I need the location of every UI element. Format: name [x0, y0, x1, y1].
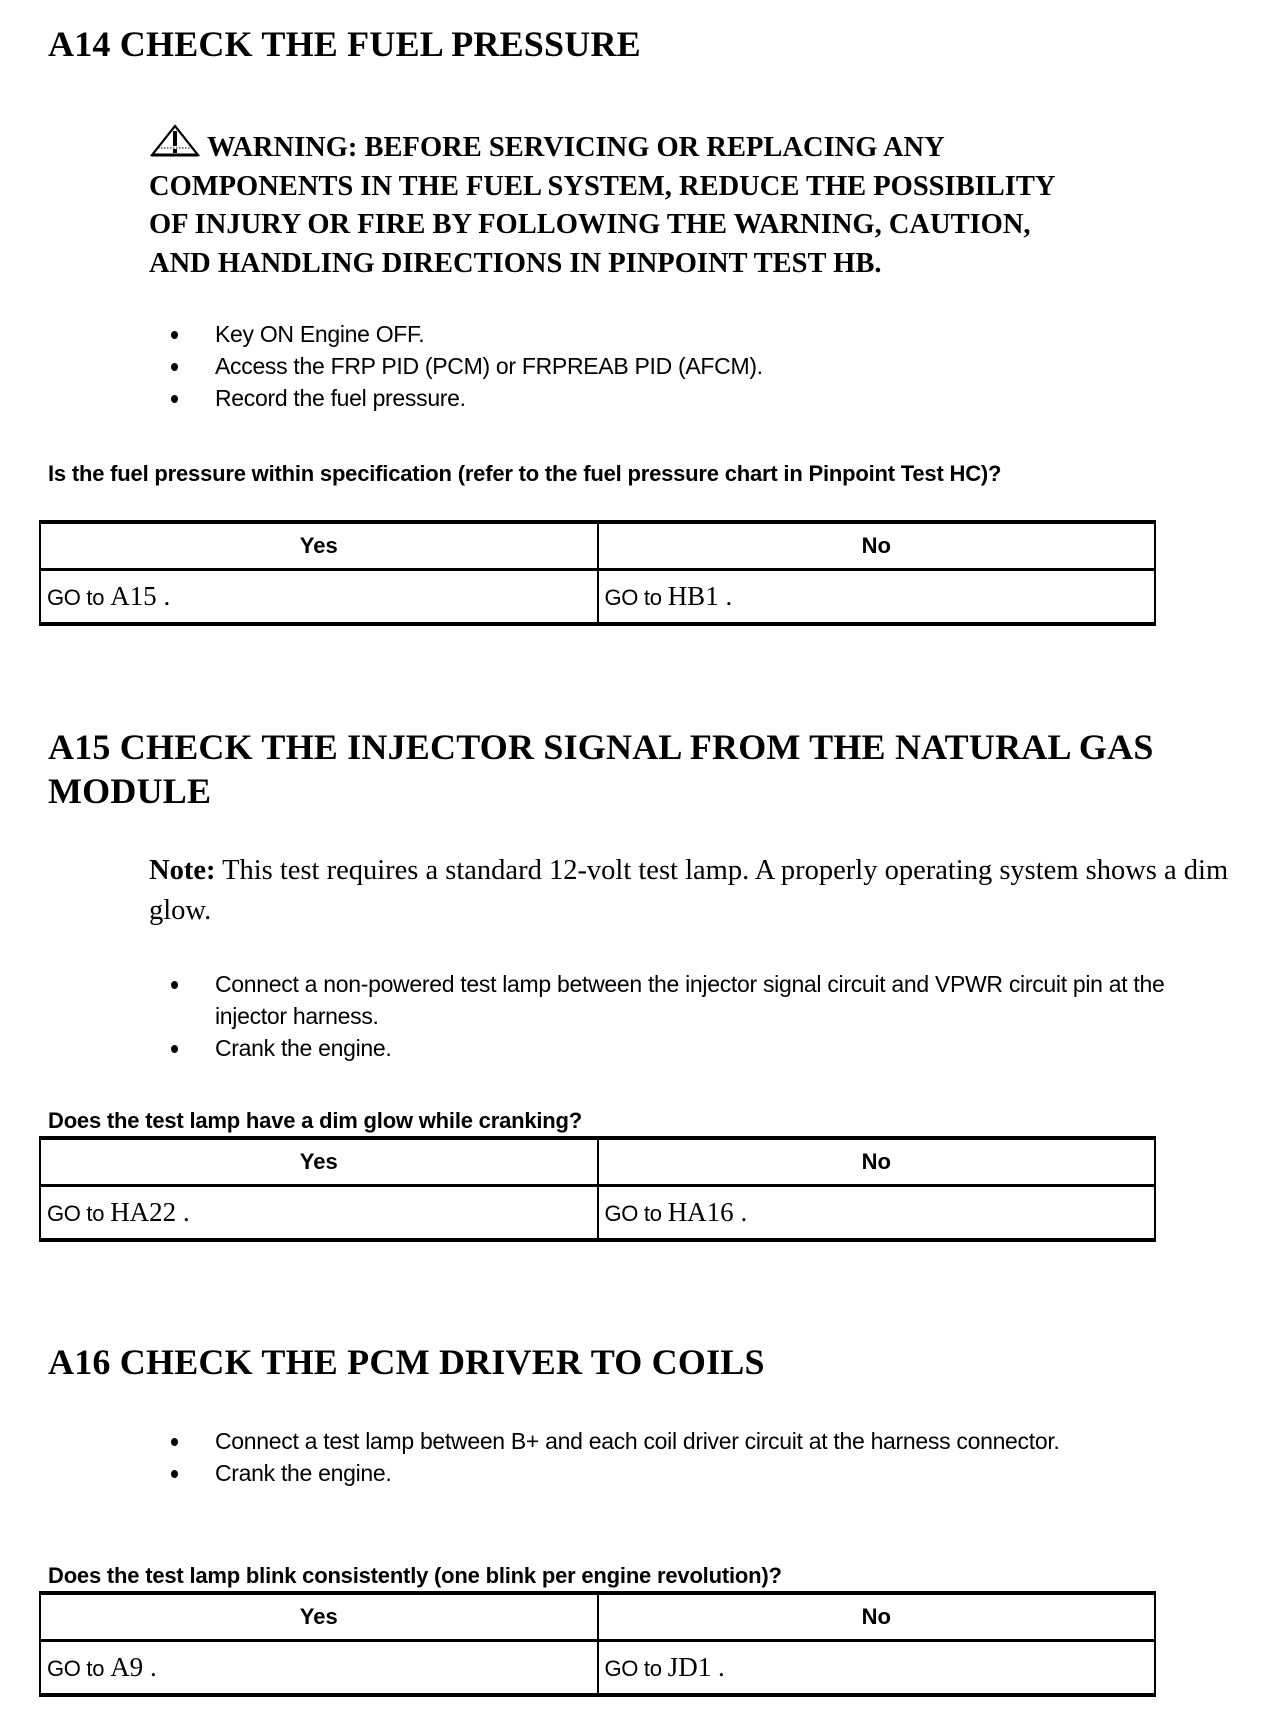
- list-item: Crank the engine.: [171, 1032, 1211, 1064]
- header-yes: Yes: [40, 522, 598, 570]
- bullet-icon: [171, 1438, 178, 1446]
- header-yes: Yes: [40, 1138, 598, 1186]
- section-title-a16: A16 CHECK THE PCM DRIVER TO COILS: [48, 1342, 765, 1382]
- warning-line: OF INJURY OR FIRE BY FOLLOWING THE WARNING, CAUTION,: [149, 209, 1031, 241]
- section-title-a14: A14 CHECK THE FUEL PRESSURE: [48, 24, 641, 64]
- section-title-a15: A15 CHECK THE INJECTOR SIGNAL FROM THE NATURAL GAS MODULE: [48, 727, 1154, 811]
- question-a16: Does the test lamp blink consistently (one blink per engine revolution)?: [48, 1563, 782, 1588]
- bullet-icon: [171, 1470, 178, 1478]
- decision-table-a15: [39, 1136, 1156, 1242]
- warning-line: COMPONENTS IN THE FUEL SYSTEM, REDUCE THE POSSIBILITY: [149, 170, 1056, 202]
- step-list-a15: [171, 968, 1211, 1064]
- no-action: GO to HB1 .: [598, 570, 1156, 625]
- yes-action: GO to A15 .: [40, 570, 598, 625]
- step-link-ha16[interactable]: HA16: [667, 1197, 734, 1227]
- warning-line: AND HANDLING DIRECTIONS IN PINPOINT TEST HB.: [149, 247, 882, 279]
- header-no: No: [598, 1138, 1156, 1186]
- table-row: [40, 570, 1155, 625]
- yes-action: GO to A9 .: [40, 1641, 598, 1696]
- note-label: Note:: [149, 855, 216, 886]
- step-link-a9[interactable]: A9: [110, 1652, 144, 1682]
- bullet-icon: [171, 395, 178, 403]
- table-row: [40, 1186, 1155, 1241]
- step-list-a14: [171, 318, 1211, 414]
- list-item: Key ON Engine OFF.: [171, 318, 1211, 350]
- decision-table-a16: [39, 1591, 1156, 1697]
- bullet-icon: [171, 981, 178, 989]
- question-a15: Does the test lamp have a dim glow while cranking?: [48, 1108, 583, 1133]
- step-list-a16: [171, 1425, 1211, 1489]
- table-row: [40, 1641, 1155, 1696]
- step-link-hb1[interactable]: HB1: [667, 581, 719, 611]
- question-a14: Is the fuel pressure within specification (refer to the fuel pressure chart in Pinpoint Test HC)?: [48, 461, 1002, 486]
- header-no: No: [598, 522, 1156, 570]
- table-header-row: [40, 522, 1155, 570]
- note-a15: Note: This test requires a standard 12-volt test lamp. A properly operating system shows a dim glow.: [149, 855, 1229, 926]
- list-item: Crank the engine.: [171, 1457, 1211, 1489]
- bullet-icon: [171, 363, 178, 371]
- list-item: Access the FRP PID (PCM) or FRPREAB PID (AFCM).: [171, 350, 1211, 382]
- step-link-a15[interactable]: A15: [110, 581, 157, 611]
- no-action: GO to JD1 .: [598, 1641, 1156, 1696]
- yes-action: GO to HA22 .: [40, 1186, 598, 1241]
- list-item: Connect a test lamp between B+ and each coil driver circuit at the harness connector.: [171, 1425, 1211, 1457]
- warning-line: WARNING: BEFORE SERVICING OR REPLACING ANY: [149, 124, 1249, 168]
- warning-triangle-icon: [149, 124, 201, 158]
- header-no: No: [598, 1593, 1156, 1641]
- header-yes: Yes: [40, 1593, 598, 1641]
- decision-table-a14: [39, 520, 1156, 626]
- list-item: Record the fuel pressure.: [171, 382, 1211, 414]
- warning-block: [149, 124, 1249, 283]
- step-link-jd1[interactable]: JD1: [667, 1652, 712, 1682]
- bullet-icon: [171, 331, 178, 339]
- table-header-row: [40, 1593, 1155, 1641]
- bullet-icon: [171, 1045, 178, 1053]
- list-item: Connect a non-powered test lamp between the injector signal circuit and VPWR circuit pin at the injector harness.: [171, 968, 1211, 1032]
- step-link-ha22[interactable]: HA22: [110, 1197, 177, 1227]
- no-action: GO to HA16 .: [598, 1186, 1156, 1241]
- table-header-row: [40, 1138, 1155, 1186]
